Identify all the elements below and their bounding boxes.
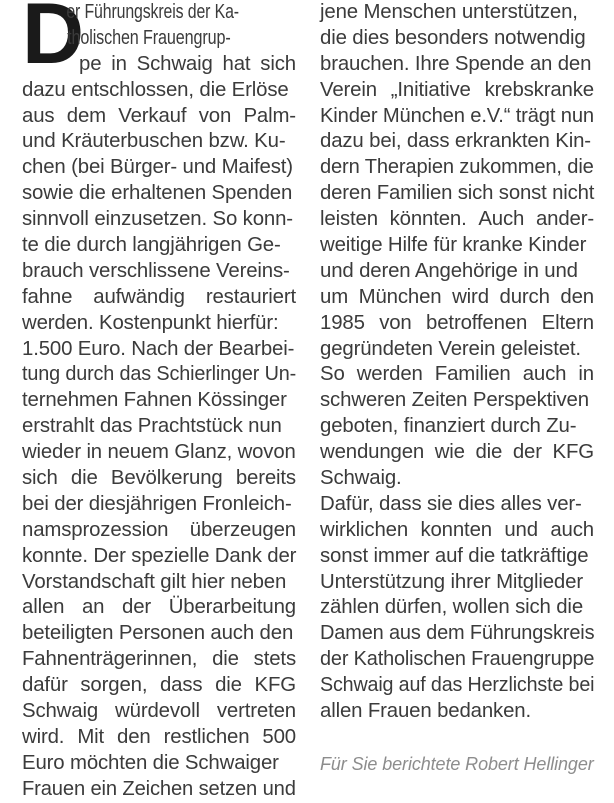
text-line	[22, 52, 296, 78]
text-line	[22, 673, 296, 699]
text-word: vertreten	[216, 700, 296, 723]
text-word: krebskranke	[484, 78, 594, 101]
text-line	[22, 647, 296, 673]
text-word: bereits	[235, 467, 296, 490]
text-word: an	[81, 596, 105, 619]
text-word: die	[212, 648, 239, 671]
text-word: restlichen	[163, 725, 250, 748]
text-line: Frauen ein Zeichen setzen und	[22, 777, 296, 800]
article-column-left	[22, 0, 296, 800]
text-line: sonst immer auf die tatkräftige	[320, 544, 589, 567]
text-word: restauriert	[205, 285, 296, 308]
text-line: dazu entschlossen, die Erlöse	[22, 78, 289, 101]
text-line	[320, 311, 594, 337]
text-line: tholischen Frauengrup-	[67, 26, 231, 49]
text-word: Fahnenträgerinnen,	[22, 648, 198, 671]
text-line	[22, 699, 296, 725]
text-line: der Katholischen Frauengruppe	[320, 648, 595, 671]
text-word: fahne	[22, 285, 73, 308]
text-line: tung durch das Schierlinger Un-	[22, 363, 297, 386]
text-word: überzeugen	[189, 518, 296, 541]
text-line: zählen dürfen, wollen sich die	[320, 596, 584, 619]
text-word: Mit	[77, 725, 105, 748]
text-word: „Initiative	[390, 78, 471, 101]
text-word: München	[358, 285, 442, 308]
text-word: Familien	[434, 363, 511, 386]
text-line	[320, 285, 594, 311]
text-line: allen Frauen bedanken.	[320, 700, 531, 723]
text-word: konnten	[420, 518, 492, 541]
text-word: sich	[22, 467, 58, 490]
text-word: werden	[356, 363, 423, 386]
text-line: Schwaig.	[320, 467, 402, 490]
text-line	[320, 518, 594, 544]
text-word: So	[320, 363, 345, 386]
text-line: Dafür, dass sie dies alles ver-	[320, 492, 582, 515]
text-line	[22, 725, 296, 751]
text-word: von	[379, 311, 412, 334]
text-word: aus	[22, 104, 55, 127]
text-word: stets	[253, 648, 296, 671]
article-column-right	[320, 0, 594, 800]
text-line: wieder in neuem Glanz, wovon	[22, 441, 296, 464]
text-line	[22, 518, 296, 544]
text-word: Verkauf	[118, 104, 187, 127]
text-word: KFG	[552, 441, 594, 464]
text-word: auch	[522, 363, 567, 386]
text-word: sorgen,	[80, 674, 148, 697]
text-word: Schwaig	[22, 700, 99, 723]
text-line: Euro möchten die Schwaiger	[22, 751, 279, 774]
text-word: allen	[22, 596, 65, 619]
text-word: dafür	[22, 674, 68, 697]
text-line: chen (bei Bürger- und Maifest)	[22, 156, 293, 179]
text-line	[320, 440, 594, 466]
text-line: Schwaig auf das Herzlichste bei	[320, 674, 595, 697]
text-line: weitige Hilfe für kranke Kinder	[320, 234, 587, 257]
text-word: und	[504, 518, 538, 541]
text-line: Unterstützung ihrer Mitglieder	[320, 570, 583, 593]
text-word: wie	[434, 441, 465, 464]
text-line: bei der diesjährigen Fronleich-	[22, 492, 292, 515]
text-line	[320, 78, 594, 104]
text-word: Auch	[478, 208, 525, 231]
text-word: wirklichen	[320, 518, 409, 541]
text-word: dass	[159, 674, 203, 697]
text-line: jene Menschen unterstützen,	[320, 1, 578, 23]
text-word: von	[198, 104, 232, 127]
text-line	[22, 104, 296, 130]
text-line: erstrahlt das Prachtstück nun	[22, 415, 282, 438]
text-word: durch	[499, 285, 550, 308]
text-word: aufwändig	[93, 285, 185, 308]
text-word: in	[578, 363, 594, 386]
text-word: 1985	[320, 311, 365, 334]
text-line: dern Therapien zukommen, die	[320, 156, 594, 179]
text-word: um	[320, 285, 349, 308]
text-word: die	[70, 467, 98, 490]
text-word: sich	[260, 52, 296, 75]
text-line: Vorstandschaft gilt hier neben	[22, 570, 287, 593]
text-line: und deren Angehörige in und	[320, 259, 578, 282]
text-word: wird	[452, 285, 489, 308]
text-word: KFG	[254, 674, 296, 697]
text-line: 1.500 Euro. Nach der Bearbei-	[22, 337, 295, 360]
text-line	[22, 595, 296, 621]
text-word: pe	[79, 52, 102, 75]
text-word: den	[560, 285, 594, 308]
text-line: schweren Zeiten Perspektiven	[320, 389, 589, 412]
text-word: Palm-	[243, 104, 296, 127]
text-line: sinnvoll einzusetzen. So konn-	[22, 208, 293, 231]
text-word: die	[215, 674, 242, 697]
text-word: Bevölkerung	[110, 467, 223, 490]
text-word: ander-	[535, 208, 594, 231]
text-line: ternehmen Fahnen Kössinger	[22, 389, 287, 412]
text-word: leisten	[320, 208, 378, 231]
text-line	[22, 466, 296, 492]
text-word: könnten.	[389, 208, 467, 231]
drop-cap-letter: D	[22, 0, 84, 82]
text-word: würdevoll	[115, 700, 200, 723]
text-line: deren Familien sich sonst nicht	[320, 182, 595, 205]
text-line	[320, 207, 594, 233]
text-word: den	[117, 725, 151, 748]
text-line: gegründeten Verein geleistet.	[320, 337, 581, 360]
text-line	[22, 285, 296, 311]
text-word: 500	[262, 725, 296, 748]
text-word: Verein	[320, 78, 377, 101]
text-word: Schwaig	[136, 52, 213, 75]
text-word: Eltern	[541, 311, 594, 334]
left-column-lines	[22, 0, 296, 803]
text-line: beteiligten Personen auch den	[22, 622, 294, 645]
text-word: betroffenen	[426, 311, 528, 334]
text-line: geboten, finanziert durch Zu-	[320, 415, 577, 438]
text-word: namsprozession	[22, 518, 169, 541]
text-line: Kinder München e.V.“ trägt nun	[320, 104, 594, 127]
text-word: die	[475, 441, 503, 464]
text-word: auch	[550, 518, 594, 541]
text-word: wird.	[22, 725, 65, 748]
text-word: der	[122, 596, 152, 619]
text-line: konnte. Der spezielle Dank der	[22, 544, 297, 567]
text-word: hat	[222, 52, 251, 75]
text-word: wendungen	[320, 441, 425, 464]
text-line: sowie die erhaltenen Spenden	[22, 182, 293, 205]
text-line: brauch verschlissene Vereins-	[22, 259, 290, 282]
text-line: werden. Kostenpunkt hierfür:	[22, 311, 279, 334]
text-line: brauchen. Ihre Spende an den	[320, 52, 592, 75]
text-line: te die durch langjährigen Ge-	[22, 234, 281, 257]
text-line	[320, 362, 594, 388]
article-byline: Für Sie berichtete Robert Hellinger	[320, 752, 594, 774]
text-line: er Führungskreis der Ka-	[66, 1, 239, 23]
text-line: und Kräuterbuschen bzw. Ku-	[22, 130, 286, 153]
text-line: dazu bei, dass erkrankten Kin-	[320, 130, 591, 153]
text-word: Überarbeitung	[168, 596, 296, 619]
text-word: dem	[66, 104, 106, 127]
right-column-lines	[320, 0, 594, 725]
text-word: in	[111, 52, 127, 75]
text-word: der	[512, 441, 542, 464]
text-line: die dies besonders notwendig	[320, 26, 586, 49]
text-line: Damen aus dem Führungskreis	[320, 622, 595, 645]
